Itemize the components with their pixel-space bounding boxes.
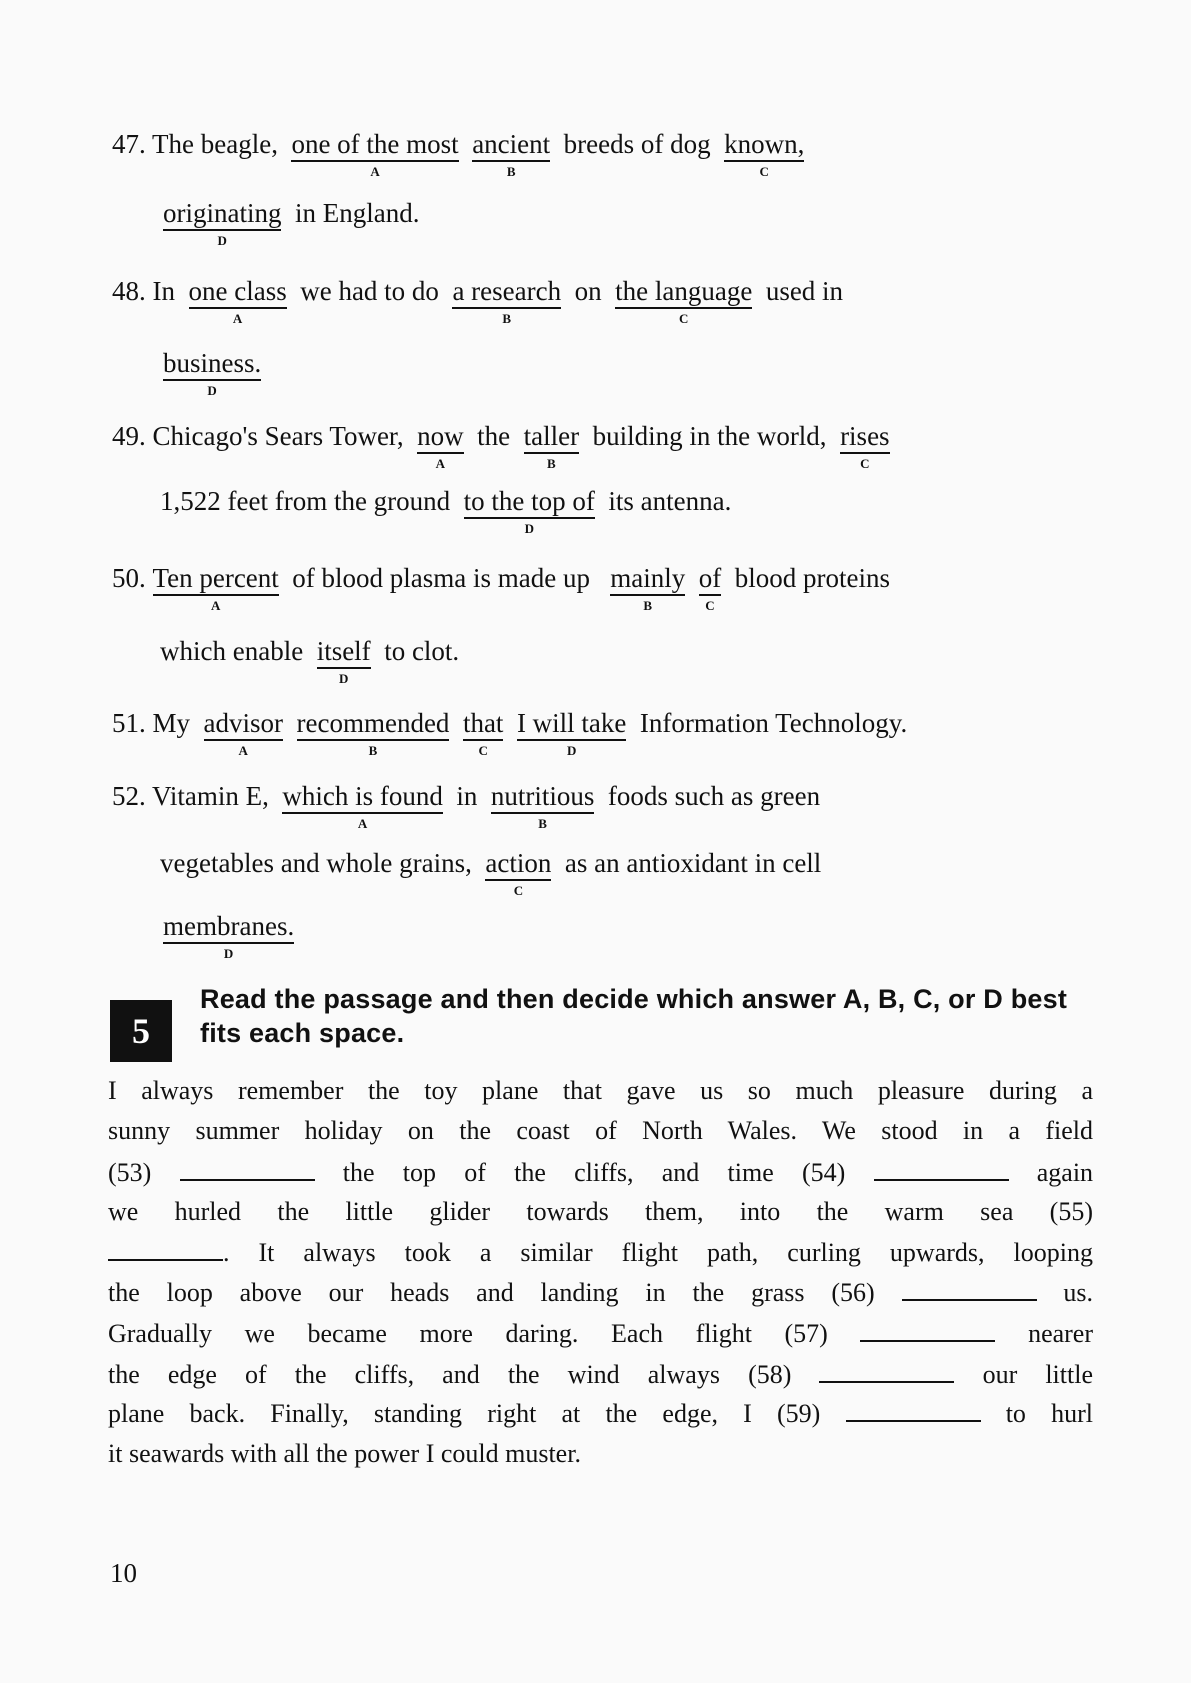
question-text: The beagle, [152, 129, 278, 159]
question-text: its antenna. [608, 486, 732, 516]
question-52-line-1 [112, 781, 821, 831]
question-number: 51. [112, 708, 146, 738]
question-47-line-1 [112, 129, 805, 179]
question-text: used in [765, 276, 844, 306]
option-d: to the top of D [463, 486, 595, 536]
passage-line: . It always took a similar flight path, curling upwards, looping [108, 1239, 1093, 1266]
question-text: Chicago's Sears Tower, [152, 421, 404, 451]
option-label: C [705, 598, 715, 613]
question-52-line-2 [160, 848, 822, 898]
question-50-line-2 [160, 636, 460, 686]
option-c: the language C [615, 276, 753, 326]
question-number: 47. [112, 129, 146, 159]
question-number: 50. [112, 563, 146, 593]
question-text: In [152, 276, 175, 306]
blank-57 [860, 1320, 995, 1342]
passage-line: plane back. Finally, standing right at the edge, I (59) to hurl [108, 1399, 1093, 1428]
question-text: to clot. [384, 636, 460, 666]
question-text: foods such as green [607, 781, 821, 811]
option-a: which is found A [282, 781, 443, 831]
option-a: advisor A [203, 708, 283, 758]
question-47-line-2 [163, 198, 420, 248]
question-text: which enable [160, 636, 304, 666]
passage-line: it seawards with all the power I could muster. [108, 1439, 581, 1468]
option-label: B [547, 456, 556, 471]
question-text: 1,522 feet from the ground [160, 486, 451, 516]
passage-line: sunny summer holiday on the coast of North Wales. We stood in a field [108, 1116, 1093, 1145]
option-label: A [357, 816, 368, 831]
question-number: 48. [112, 276, 146, 306]
passage-line: Gradually we became more daring. Each flight (57) nearer [108, 1319, 1093, 1348]
option-c: known, C [724, 129, 805, 179]
question-51-line-1 [112, 708, 908, 758]
option-b: taller B [523, 421, 580, 471]
option-label: B [502, 311, 512, 326]
question-text: on [574, 276, 602, 306]
option-label: B [368, 743, 378, 758]
option-label: D [524, 521, 534, 536]
question-text: of blood plasma is made up [292, 563, 590, 593]
option-b: nutritious B [490, 781, 595, 831]
option-label: D [338, 671, 349, 686]
question-48-line-1 [112, 276, 844, 326]
question-text: building in the world, [592, 421, 827, 451]
passage-line: the loop above our heads and landing in the grass (56) us. [108, 1278, 1094, 1307]
option-label: D [223, 946, 234, 961]
option-a: one class A [188, 276, 287, 326]
option-label: B [538, 816, 547, 831]
option-label: A [370, 164, 380, 179]
option-a: now A [417, 421, 464, 471]
option-label: D [207, 383, 217, 398]
option-label: C [478, 743, 488, 758]
blank-53 [180, 1159, 315, 1181]
blank-55 [108, 1239, 223, 1261]
question-text: as an antioxidant in cell [564, 848, 822, 878]
option-b: a research B [452, 276, 562, 326]
blank-56 [902, 1279, 1037, 1301]
question-text: blood proteins [734, 563, 890, 593]
question-text: we had to do [300, 276, 439, 306]
option-c: of C [698, 563, 722, 613]
option-a: Ten percent A [152, 563, 279, 613]
question-text: the [477, 421, 511, 451]
option-label: A [210, 598, 221, 613]
question-number: 52. [112, 781, 146, 811]
option-b: ancient B [472, 129, 551, 179]
question-text: breeds of dog [563, 129, 711, 159]
option-label: D [217, 233, 227, 248]
option-c: rises C [840, 421, 890, 471]
option-c: that C [462, 708, 504, 758]
option-label: D [566, 743, 577, 758]
option-b: mainly B [610, 563, 686, 613]
option-label: A [232, 311, 243, 326]
option-label: B [643, 598, 653, 613]
blank-58 [819, 1361, 954, 1383]
question-text: vegetables and whole grains, [160, 848, 472, 878]
passage-line: (53) the top of the cliffs, and time (54) again [108, 1158, 1094, 1187]
page-number: 10 [110, 1558, 137, 1588]
section-number-badge: 5 [110, 1000, 172, 1062]
option-label: C [513, 883, 524, 898]
option-d: I will take D [516, 708, 627, 758]
blank-59 [846, 1400, 981, 1422]
option-a: one of the most A [291, 129, 459, 179]
question-text: My [152, 708, 191, 738]
passage-line: I always remember the toy plane that gave us so much pleasure during a [108, 1076, 1093, 1105]
option-label: B [506, 164, 516, 179]
option-b: recommended B [296, 708, 450, 758]
passage-line: the edge of the cliffs, and the wind always (58) our little [108, 1360, 1093, 1389]
question-text: in England. [294, 198, 420, 228]
option-d: itself D [316, 636, 371, 686]
section-instruction: Read the passage and then decide which answer A, B, C, or D best fits each space. [200, 984, 1068, 1048]
option-d: originating D [163, 198, 282, 248]
option-label: A [238, 743, 248, 758]
question-number: 49. [112, 421, 146, 451]
question-text: Vitamin E, [152, 781, 269, 811]
option-label: C [759, 164, 769, 179]
question-48-line-2 [163, 348, 262, 398]
option-label: C [679, 311, 689, 326]
option-d: membranes. D [163, 911, 295, 961]
blank-54 [874, 1159, 1009, 1181]
question-49-line-2 [160, 486, 732, 536]
option-d: business. D [163, 348, 262, 398]
question-text: in [456, 781, 478, 811]
option-label: A [435, 456, 446, 471]
option-c: action C [485, 848, 552, 898]
question-49-line-1 [112, 421, 890, 471]
passage-line: we hurled the little glider towards them, into the warm sea (55) [108, 1197, 1093, 1226]
question-52-line-3 [163, 911, 295, 961]
option-label: C [860, 456, 870, 471]
question-text: Information Technology. [639, 708, 908, 738]
question-50-line-1 [112, 563, 890, 613]
